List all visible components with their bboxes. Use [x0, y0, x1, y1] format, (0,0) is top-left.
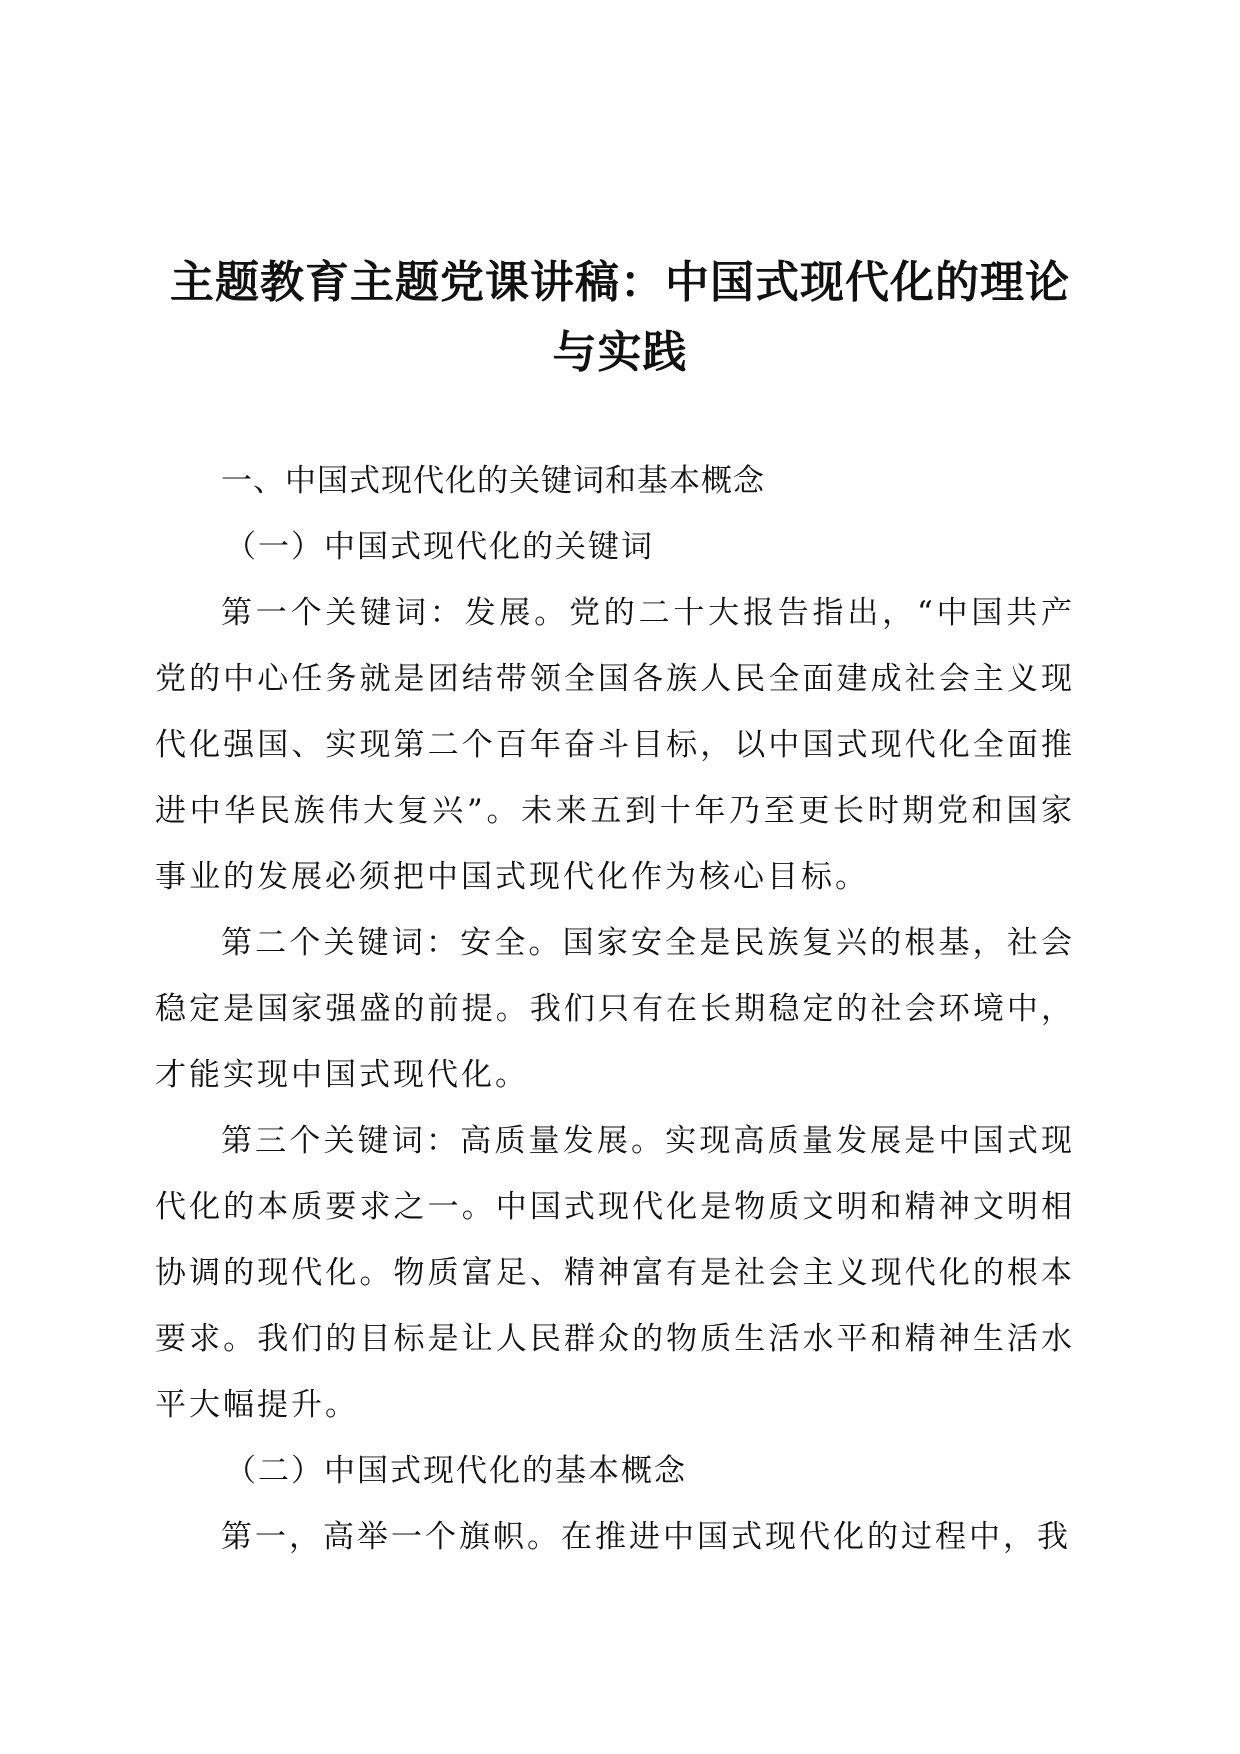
paragraph-keyword-development: 第一个关键词：发展。党的二十大报告指出，“中国共产党的中心任务就是团结带领全国各族人民全面建成社会主义现代化强国、实现第二个百年奋斗目标，以中国式现代化全面推进中华民族伟大复兴”。未来五到十年乃至更长时期党和国家事业的发展必须把中国式现代化作为核心目标。 [155, 595, 1075, 895]
paragraph-keyword-high-quality: 第三个关键词：高质量发展。实现高质量发展是中国式现代化的本质要求之一。中国式现代化是物质文明和精神文明相协调的现代化。物质富足、精神富有是社会主义现代化的根本要求。我们的目标是让人民群众的物质生活水平和精神生活水平大幅提升。 [155, 1123, 1075, 1423]
document-body [155, 448, 1075, 1570]
paragraph-basic-concept-1: 第一，高举一个旗帜。在推进中国式现代化的过程中，我 [221, 1519, 1071, 1555]
title-line-2: 与实践 [552, 327, 688, 378]
subsection-heading-2: （二）中国式现代化的基本概念 [225, 1453, 687, 1489]
subsection-heading-1: （一）中国式现代化的关键词 [225, 529, 654, 565]
paragraph-keyword-security: 第二个关键词：安全。国家安全是民族复兴的根基，社会稳定是国家强盛的前提。我们只有在长期稳定的社会环境中，才能实现中国式现代化。 [155, 925, 1075, 1093]
title-line-1: 主题教育主题党课讲稿：中国式现代化的理论 [170, 257, 1070, 308]
document-title [155, 248, 1085, 388]
section-heading-1: 一、中国式现代化的关键词和基本概念 [221, 463, 765, 499]
